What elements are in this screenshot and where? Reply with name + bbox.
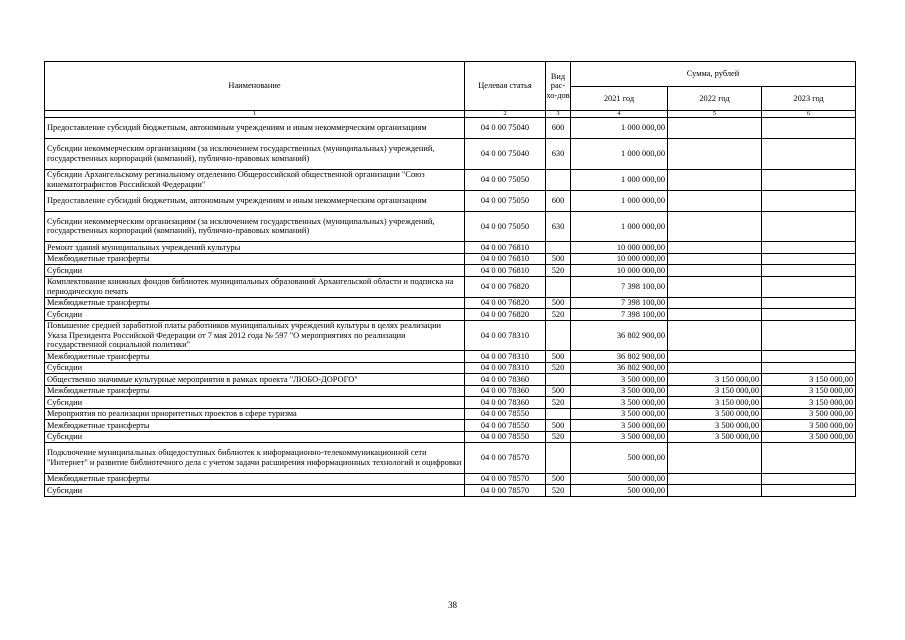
row-sum-2022 — [668, 242, 762, 254]
row-sum-2022 — [668, 362, 762, 374]
table-row — [45, 374, 856, 386]
row-sum-2022 — [668, 211, 762, 242]
row-sum-2021: 3 500 000,00 — [571, 408, 668, 420]
row-sum-2021: 36 802 900,00 — [571, 362, 668, 374]
table-row — [45, 242, 856, 254]
table-row — [45, 320, 856, 351]
row-sum-2021: 500 000,00 — [571, 485, 668, 497]
table-row — [45, 190, 856, 211]
row-vid — [546, 374, 571, 386]
page-number: 38 — [448, 600, 457, 610]
table-row — [45, 118, 856, 139]
row-sum-2022 — [668, 297, 762, 309]
row-vid: 500 — [546, 297, 571, 309]
row-code: 04 0 00 78550 — [465, 420, 546, 432]
row-vid: 520 — [546, 309, 571, 321]
column-number: 1 — [45, 111, 465, 118]
row-code: 04 0 00 78310 — [465, 351, 546, 363]
row-vid: 520 — [546, 431, 571, 443]
row-sum-2021: 1 000 000,00 — [571, 211, 668, 242]
row-sum-2022: 3 150 000,00 — [668, 374, 762, 386]
row-code: 04 0 00 76810 — [465, 242, 546, 254]
row-sum-2023 — [762, 351, 856, 363]
row-sum-2021: 3 500 000,00 — [571, 385, 668, 397]
table-row — [45, 362, 856, 374]
row-name: Субсидии — [45, 265, 465, 277]
row-sum-2023: 3 500 000,00 — [762, 408, 856, 420]
row-code: 04 0 00 78570 — [465, 473, 546, 485]
row-name: Субсидии — [45, 309, 465, 321]
row-sum-2021: 3 500 000,00 — [571, 420, 668, 432]
row-code: 04 0 00 78550 — [465, 408, 546, 420]
header-year-2022: 2022 год — [668, 87, 762, 111]
row-sum-2023 — [762, 265, 856, 277]
row-sum-2022 — [668, 443, 762, 474]
row-name: Мероприятия по реализации приоритетных проектов в сфере туризма — [45, 408, 465, 420]
row-sum-2022 — [668, 169, 762, 190]
row-code: 04 0 00 76820 — [465, 309, 546, 321]
row-sum-2021: 1 000 000,00 — [571, 190, 668, 211]
row-sum-2021: 3 500 000,00 — [571, 431, 668, 443]
row-vid: 600 — [546, 190, 571, 211]
column-number: 6 — [762, 111, 856, 118]
row-sum-2023 — [762, 276, 856, 297]
row-sum-2022: 3 500 000,00 — [668, 431, 762, 443]
row-name: Повышение средней заработной платы работников муниципальных учреждений культуры в целях реализации Указа Президента Российской Федерации от 7 мая 2012 года № 597 "О мероприятиях по реализации государственной социальной политики" — [45, 320, 465, 351]
table-row — [45, 297, 856, 309]
row-vid — [546, 242, 571, 254]
row-sum-2022: 3 500 000,00 — [668, 420, 762, 432]
row-name: Субсидии некоммерческим организациям (за исключением государственных (муниципальных) учреждений, государственных корпораций (компаний), публично-правовых компаний) — [45, 211, 465, 242]
header-name: Наименование — [45, 62, 465, 111]
row-sum-2022 — [668, 351, 762, 363]
row-code: 04 0 00 78360 — [465, 397, 546, 409]
row-sum-2023 — [762, 211, 856, 242]
table-row — [45, 473, 856, 485]
row-sum-2021: 1 000 000,00 — [571, 118, 668, 139]
row-sum-2022 — [668, 253, 762, 265]
row-vid: 630 — [546, 211, 571, 242]
row-sum-2022 — [668, 190, 762, 211]
row-vid — [546, 320, 571, 351]
table-row — [45, 211, 856, 242]
row-name: Межбюджетные трансферты — [45, 473, 465, 485]
row-sum-2022: 3 150 000,00 — [668, 397, 762, 409]
table-row — [45, 408, 856, 420]
row-code: 04 0 00 78310 — [465, 320, 546, 351]
row-vid: 600 — [546, 118, 571, 139]
row-vid: 500 — [546, 351, 571, 363]
row-code: 04 0 00 78360 — [465, 385, 546, 397]
header-sum: Сумма, рублей — [571, 62, 856, 87]
table-row — [45, 169, 856, 190]
row-name: Субсидии — [45, 362, 465, 374]
table-row — [45, 139, 856, 170]
table-row — [45, 420, 856, 432]
row-sum-2021: 36 802 900,00 — [571, 351, 668, 363]
row-sum-2022: 3 500 000,00 — [668, 408, 762, 420]
table-row — [45, 265, 856, 277]
row-sum-2023: 3 500 000,00 — [762, 420, 856, 432]
row-name: Субсидии некоммерческим организациям (за исключением государственных (муниципальных) учреждений, государственных корпораций (компаний), публично-правовых компаний) — [45, 139, 465, 170]
table-row — [45, 309, 856, 321]
header-year-2023: 2023 год — [762, 87, 856, 111]
row-sum-2023: 3 150 000,00 — [762, 385, 856, 397]
row-name: Субсидии — [45, 431, 465, 443]
column-number: 5 — [668, 111, 762, 118]
column-number: 4 — [571, 111, 668, 118]
row-sum-2021: 10 000 000,00 — [571, 265, 668, 277]
row-code: 04 0 00 75050 — [465, 190, 546, 211]
table-row — [45, 385, 856, 397]
row-sum-2022 — [668, 265, 762, 277]
row-vid: 500 — [546, 253, 571, 265]
row-sum-2021: 7 398 100,00 — [571, 276, 668, 297]
row-vid: 520 — [546, 362, 571, 374]
row-sum-2023 — [762, 253, 856, 265]
table-row — [45, 397, 856, 409]
row-vid: 500 — [546, 473, 571, 485]
row-sum-2023 — [762, 473, 856, 485]
row-name: Межбюджетные трансферты — [45, 385, 465, 397]
row-sum-2021: 1 000 000,00 — [571, 169, 668, 190]
row-vid — [546, 276, 571, 297]
row-sum-2023: 3 150 000,00 — [762, 397, 856, 409]
row-sum-2022 — [668, 485, 762, 497]
row-name: Общественно значимые культурные мероприятия в рамках проекта "ЛЮБО-ДОРОГО" — [45, 374, 465, 386]
row-sum-2023 — [762, 362, 856, 374]
row-name: Субсидии — [45, 485, 465, 497]
row-vid — [546, 443, 571, 474]
row-sum-2023 — [762, 190, 856, 211]
row-sum-2021: 3 500 000,00 — [571, 397, 668, 409]
row-sum-2021: 3 500 000,00 — [571, 374, 668, 386]
row-sum-2021: 36 802 900,00 — [571, 320, 668, 351]
row-sum-2021: 7 398 100,00 — [571, 309, 668, 321]
table-row — [45, 485, 856, 497]
row-vid: 520 — [546, 485, 571, 497]
row-sum-2022 — [668, 276, 762, 297]
row-code: 04 0 00 76820 — [465, 276, 546, 297]
column-numbers-row — [45, 111, 856, 118]
budget-table — [44, 61, 856, 497]
row-vid: 520 — [546, 265, 571, 277]
row-sum-2021: 500 000,00 — [571, 473, 668, 485]
row-sum-2023 — [762, 320, 856, 351]
row-name: Субсидии Архангельскому регинальному отделению Общероссийской общественной организации "Союз кинематографистов Российской Федерации" — [45, 169, 465, 190]
row-sum-2022: 3 150 000,00 — [668, 385, 762, 397]
row-name: Предоставление субсидий бюджетным, автономным учреждениям и иным некоммерческим организациям — [45, 118, 465, 139]
row-name: Межбюджетные трансферты — [45, 420, 465, 432]
row-code: 04 0 00 78310 — [465, 362, 546, 374]
row-vid: 500 — [546, 420, 571, 432]
row-sum-2023 — [762, 443, 856, 474]
row-sum-2022 — [668, 118, 762, 139]
table-row — [45, 431, 856, 443]
row-code: 04 0 00 75050 — [465, 211, 546, 242]
row-sum-2023 — [762, 309, 856, 321]
row-code: 04 0 00 75050 — [465, 169, 546, 190]
row-code: 04 0 00 75040 — [465, 139, 546, 170]
row-vid: 520 — [546, 397, 571, 409]
row-sum-2023 — [762, 139, 856, 170]
row-name: Межбюджетные трансферты — [45, 297, 465, 309]
column-number: 3 — [546, 111, 571, 118]
row-vid: 500 — [546, 385, 571, 397]
row-name: Ремонт зданий муниципальных учреждений культуры — [45, 242, 465, 254]
row-name: Межбюджетные трансферты — [45, 351, 465, 363]
row-sum-2021: 10 000 000,00 — [571, 253, 668, 265]
row-sum-2022 — [668, 309, 762, 321]
row-sum-2023 — [762, 169, 856, 190]
row-vid: 630 — [546, 139, 571, 170]
row-code: 04 0 00 78550 — [465, 431, 546, 443]
row-sum-2021: 10 000 000,00 — [571, 242, 668, 254]
row-sum-2023: 3 150 000,00 — [762, 374, 856, 386]
header-year-2021: 2021 год — [571, 87, 668, 111]
column-number: 2 — [465, 111, 546, 118]
row-code: 04 0 00 76820 — [465, 297, 546, 309]
row-sum-2023 — [762, 297, 856, 309]
header-row — [45, 62, 856, 87]
row-sum-2021: 500 000,00 — [571, 443, 668, 474]
row-code: 04 0 00 76810 — [465, 265, 546, 277]
row-code: 04 0 00 78570 — [465, 485, 546, 497]
header-code: Целевая статья — [465, 62, 546, 111]
row-name: Субсидии — [45, 397, 465, 409]
row-sum-2023 — [762, 118, 856, 139]
row-sum-2022 — [668, 320, 762, 351]
header-vid: Вид рас-хо-дов — [546, 62, 571, 111]
row-code: 04 0 00 75040 — [465, 118, 546, 139]
row-vid — [546, 169, 571, 190]
row-code: 04 0 00 78570 — [465, 443, 546, 474]
table-row — [45, 351, 856, 363]
row-name: Подключение муниципальных общедоступных библиотек к информационно-телекоммуникационной сети "Интернет" и развитие библиотечного дела с учетом задачи расширения информационных технологий и оцифровки — [45, 443, 465, 474]
row-sum-2021: 1 000 000,00 — [571, 139, 668, 170]
row-name: Комплектование книжных фондов библиотек муниципальных образований Архангельской области и подписка на периодическую печать — [45, 276, 465, 297]
table-row — [45, 276, 856, 297]
row-name: Предоставление субсидий бюджетным, автономным учреждениям и иным некоммерческим организациям — [45, 190, 465, 211]
row-vid — [546, 408, 571, 420]
row-sum-2023: 3 500 000,00 — [762, 431, 856, 443]
row-code: 04 0 00 78360 — [465, 374, 546, 386]
row-code: 04 0 00 76810 — [465, 253, 546, 265]
row-sum-2023 — [762, 242, 856, 254]
row-sum-2022 — [668, 473, 762, 485]
table-row — [45, 443, 856, 474]
table-row — [45, 253, 856, 265]
row-sum-2023 — [762, 485, 856, 497]
row-sum-2022 — [668, 139, 762, 170]
row-name: Межбюджетные трансферты — [45, 253, 465, 265]
row-sum-2021: 7 398 100,00 — [571, 297, 668, 309]
